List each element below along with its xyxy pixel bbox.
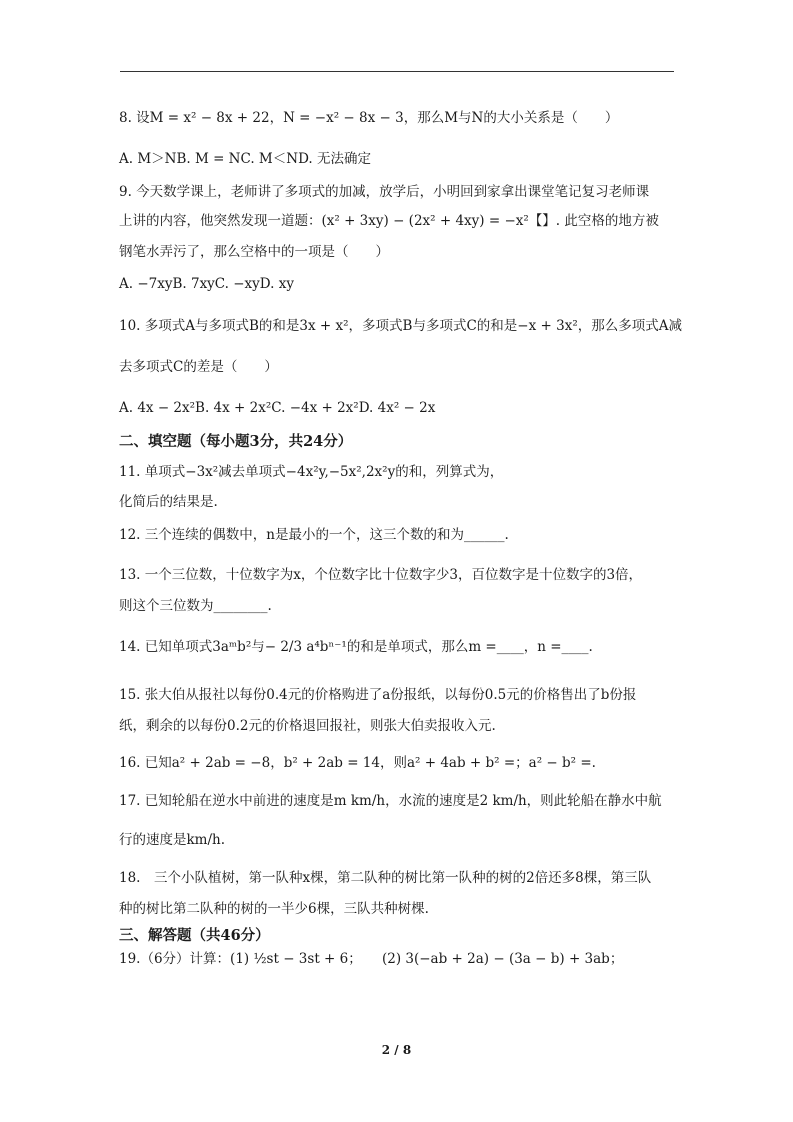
page-number: 2 / 8 bbox=[381, 1043, 412, 1057]
q14-stem: 14. 已知单项式3aᵐb²与− 2/3 a⁴bⁿ⁻¹的和是单项式，那么m =____，n =____. bbox=[119, 639, 593, 655]
q19-stem: 19.（6分）计算：(1) ½st − 3st + 6； (2) 3(−ab + 2a) − (3a − b) + 3ab； bbox=[119, 951, 624, 967]
section-solve: 三、解答题（共46分） bbox=[119, 927, 270, 944]
q15-stem-line1: 15. 张大伯从报社以每份0.4元的价格购进了a份报纸，以每份0.5元的价格售出了b份报 bbox=[119, 687, 637, 703]
q17-stem-line2: 行的速度是km/h. bbox=[119, 832, 226, 848]
section-fill-in: 二、填空题（每小题3分，共24分） bbox=[119, 433, 353, 450]
q10-stem-line2: 去多项式C的差是（ ） bbox=[119, 359, 278, 375]
q10-stem-line1: 10. 多项式A与多项式B的和是3x + x²，多项式B与多项式C的和是−x + 3x²，那么多项式A减 bbox=[119, 318, 682, 334]
q17-stem-line1: 17. 已知轮船在逆水中前进的速度是m km/h，水流的速度是2 km/h，则此轮船在静水中航 bbox=[119, 793, 662, 809]
q9-stem-line2: 上讲的内容，他突然发现一道题：(x² + 3xy) − (2x² + 4xy) = −x²【】. 此空格的地方被 bbox=[119, 213, 659, 229]
q11-stem-line1: 11. 单项式−3x²减去单项式−4x²y,−5x²,2x²y的和，列算式为， bbox=[119, 464, 504, 480]
q13-stem-line1: 13. 一个三位数，十位数字为x，个位数字比十位数字少3，百位数字是十位数字的3倍， bbox=[119, 567, 643, 583]
q9-options: A. −7xyB. 7xyC. −xyD. xy bbox=[119, 276, 294, 292]
q18-stem-line1: 18. 三个小队植树，第一队种x棵，第二队种的树比第一队种的树的2倍还多8棵，第三队 bbox=[119, 870, 652, 886]
q13-stem-line2: 则这个三位数为________. bbox=[119, 598, 272, 614]
header-rule bbox=[120, 71, 674, 72]
q11-stem-line2: 化简后的结果是. bbox=[119, 494, 218, 510]
q9-stem-line1: 9. 今天数学课上，老师讲了多项式的加减，放学后，小明回到家拿出课堂笔记复习老师课 bbox=[119, 184, 650, 200]
q16-stem: 16. 已知a² + 2ab = −8，b² + 2ab = 14，则a² + 4ab + b² =；a² − b² =. bbox=[119, 755, 596, 771]
q8-stem: 8. 设M = x² − 8x + 22，N = −x² − 8x − 3，那么M与N的大小关系是（ ） bbox=[119, 110, 619, 126]
q10-options: A. 4x − 2x²B. 4x + 2x²C. −4x + 2x²D. 4x² − 2x bbox=[119, 400, 436, 416]
q15-stem-line2: 纸，剩余的以每份0.2元的价格退回报社，则张大伯卖报收入元. bbox=[119, 718, 496, 734]
q12-stem: 12. 三个连续的偶数中，n是最小的一个，这三个数的和为______. bbox=[119, 527, 509, 543]
q18-stem-line2: 种的树比第二队种的树的一半少6棵，三队共种树棵. bbox=[119, 901, 429, 917]
q8-options: A. M＞NB. M = NC. M＜ND. 无法确定 bbox=[119, 151, 371, 167]
q9-stem-line3: 钢笔水弄污了，那么空格中的一项是（ ） bbox=[119, 244, 389, 260]
